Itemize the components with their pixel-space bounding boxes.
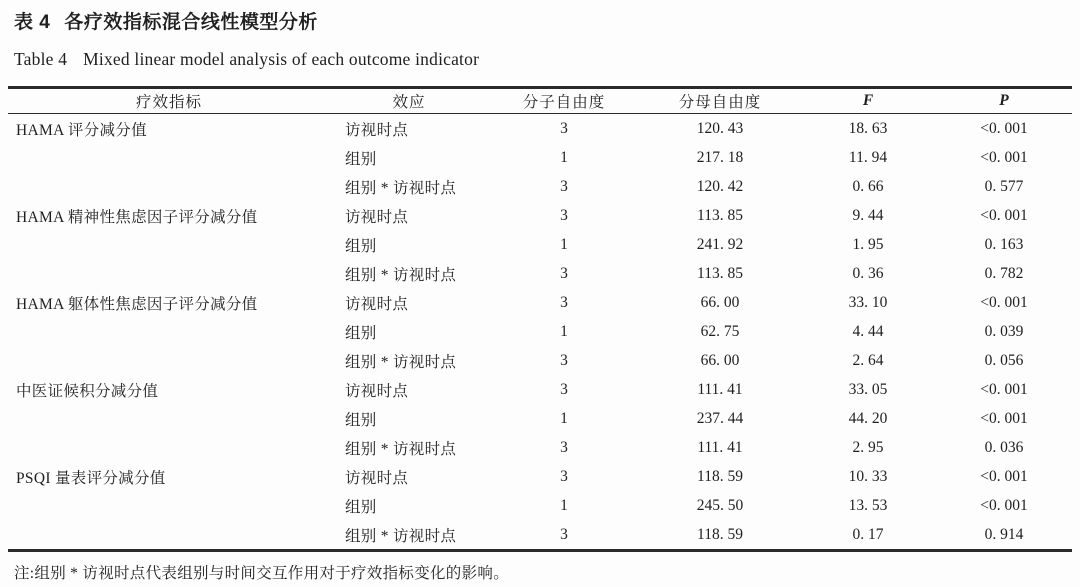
f-value-cell: 4. 44	[852, 322, 884, 340]
effect-cell: 访视时点	[345, 295, 409, 313]
table-row	[8, 520, 1072, 551]
denominator-df-cell: 66. 00	[700, 351, 740, 369]
numerator-df-cell: 3	[560, 264, 568, 282]
table-titles	[0, 0, 1080, 70]
p-value-cell: <0. 001	[980, 148, 1028, 166]
effect-cell: 组别	[345, 237, 377, 255]
numerator-df-cell: 3	[560, 293, 568, 311]
table-caption-zh: 各疗效指标混合线性模型分析	[64, 12, 318, 33]
denominator-df-cell: 118. 59	[697, 467, 743, 485]
f-value-cell: 2. 95	[852, 438, 884, 456]
numerator-df-cell: 3	[560, 206, 568, 224]
table-header	[8, 88, 1072, 114]
f-value-cell: 44. 20	[848, 409, 888, 427]
p-value-cell: <0. 001	[980, 380, 1028, 398]
denominator-df-cell: 120. 42	[696, 177, 744, 195]
table-note: 注:组别 * 访视时点代表组别与时间交互作用对于疗效指标变化的影响。	[14, 565, 510, 582]
numerator-df-cell: 1	[560, 409, 568, 427]
table-row	[8, 201, 1072, 230]
p-value-cell: 0. 782	[984, 264, 1024, 282]
table-body	[8, 114, 1072, 551]
denominator-df-cell: 118. 59	[697, 525, 743, 543]
table-row	[8, 462, 1072, 491]
indicator-cell	[8, 230, 330, 259]
page-title-en	[14, 48, 1080, 70]
table-caption-en: Mixed linear model analysis of each outcome indicator	[83, 49, 480, 69]
denominator-df-cell: 245. 50	[696, 496, 744, 514]
mixed-linear-model-table	[8, 86, 1072, 552]
page-title-zh	[14, 12, 1080, 34]
effect-cell: 组别	[345, 324, 377, 342]
f-value-cell: 0. 66	[852, 177, 884, 195]
numerator-df-cell: 3	[560, 119, 568, 137]
indicator-cell	[8, 491, 330, 520]
indicator-cell: HAMA 评分减分值	[16, 121, 147, 139]
denominator-df-cell: 66. 00	[700, 293, 740, 311]
effect-cell: 组别	[345, 498, 377, 516]
table-row	[8, 259, 1072, 288]
indicator-cell	[8, 317, 330, 346]
effect-cell: 组别 * 访视时点	[345, 179, 457, 197]
f-value-cell: 2. 64	[852, 351, 884, 369]
p-value-cell: <0. 001	[980, 409, 1028, 427]
denominator-df-cell: 62. 75	[700, 322, 740, 340]
denominator-df-cell: 113. 85	[697, 264, 743, 282]
numerator-df-cell: 3	[560, 438, 568, 456]
table-row	[8, 317, 1072, 346]
numerator-df-cell: 1	[560, 148, 568, 166]
numerator-df-cell: 3	[560, 467, 568, 485]
effect-cell: 组别 * 访视时点	[345, 440, 457, 458]
table-row	[8, 433, 1072, 462]
f-value-cell: 18. 63	[848, 119, 888, 137]
f-value-cell: 0. 36	[852, 264, 884, 282]
header-cell-effect: 效应	[330, 88, 488, 114]
indicator-cell	[8, 433, 330, 462]
indicator-cell	[8, 520, 330, 551]
indicator-cell	[8, 172, 330, 201]
numerator-df-cell: 1	[560, 235, 568, 253]
table-row	[8, 114, 1072, 144]
table-number-en: Table 4	[14, 49, 68, 69]
indicator-cell	[8, 346, 330, 375]
numerator-df-cell: 3	[560, 525, 568, 543]
indicator-cell	[8, 143, 330, 172]
f-value-cell: 9. 44	[852, 206, 884, 224]
table-row	[8, 404, 1072, 433]
indicator-cell: HAMA 躯体性焦虑因子评分减分值	[16, 295, 258, 313]
f-value-cell: 33. 05	[848, 380, 888, 398]
effect-cell: 访视时点	[345, 382, 409, 400]
table-row	[8, 375, 1072, 404]
f-value-cell: 33. 10	[848, 293, 888, 311]
denominator-df-cell: 217. 18	[696, 148, 744, 166]
p-value-cell: 0. 914	[984, 525, 1024, 543]
table-row	[8, 491, 1072, 520]
p-value-cell: <0. 001	[980, 293, 1028, 311]
effect-cell: 访视时点	[345, 121, 409, 139]
table-row	[8, 172, 1072, 201]
table-row	[8, 288, 1072, 317]
p-value-cell: 0. 577	[984, 177, 1024, 195]
effect-cell: 组别	[345, 411, 377, 429]
f-value-cell: 0. 17	[852, 525, 884, 543]
denominator-df-cell: 120. 43	[696, 119, 744, 137]
indicator-cell: 中医证候积分减分值	[16, 382, 159, 400]
denominator-df-cell: 111. 41	[697, 380, 743, 398]
indicator-cell: PSQI 量表评分减分值	[16, 469, 166, 487]
f-value-cell: 13. 53	[848, 496, 888, 514]
f-value-cell: 10. 33	[848, 467, 888, 485]
p-value-cell: 0. 036	[984, 438, 1024, 456]
numerator-df-cell: 3	[560, 380, 568, 398]
p-value-cell: 0. 056	[984, 351, 1024, 369]
table-row	[8, 143, 1072, 172]
header-cell-f: F	[800, 88, 936, 114]
p-value-cell: <0. 001	[980, 206, 1028, 224]
header-cell-numerator-df: 分子自由度	[488, 88, 640, 114]
p-value-cell: <0. 001	[980, 119, 1028, 137]
numerator-df-cell: 1	[560, 322, 568, 340]
header-cell-denominator-df: 分母自由度	[640, 88, 800, 114]
denominator-df-cell: 241. 92	[696, 235, 744, 253]
header-row	[8, 88, 1072, 114]
effect-cell: 组别 * 访视时点	[345, 266, 457, 284]
p-value-cell: <0. 001	[980, 467, 1028, 485]
denominator-df-cell: 113. 85	[697, 206, 743, 224]
effect-cell: 访视时点	[345, 208, 409, 226]
p-value-cell: <0. 001	[980, 496, 1028, 514]
indicator-cell	[8, 259, 330, 288]
p-value-cell: 0. 039	[984, 322, 1024, 340]
f-value-cell: 1. 95	[852, 235, 884, 253]
effect-cell: 组别	[345, 150, 377, 168]
numerator-df-cell: 3	[560, 177, 568, 195]
denominator-df-cell: 237. 44	[696, 409, 744, 427]
table-number-zh: 表 4	[14, 12, 51, 33]
header-cell-p: P	[936, 88, 1072, 114]
denominator-df-cell: 111. 41	[697, 438, 743, 456]
table-row	[8, 346, 1072, 375]
table-row	[8, 230, 1072, 259]
header-cell-indicator: 疗效指标	[8, 88, 330, 114]
p-value-cell: 0. 163	[984, 235, 1024, 253]
indicator-cell	[8, 404, 330, 433]
numerator-df-cell: 3	[560, 351, 568, 369]
effect-cell: 访视时点	[345, 469, 409, 487]
indicator-cell: HAMA 精神性焦虑因子评分减分值	[16, 208, 258, 226]
numerator-df-cell: 1	[560, 496, 568, 514]
f-value-cell: 11. 94	[848, 148, 888, 166]
effect-cell: 组别 * 访视时点	[345, 527, 457, 545]
effect-cell: 组别 * 访视时点	[345, 353, 457, 371]
